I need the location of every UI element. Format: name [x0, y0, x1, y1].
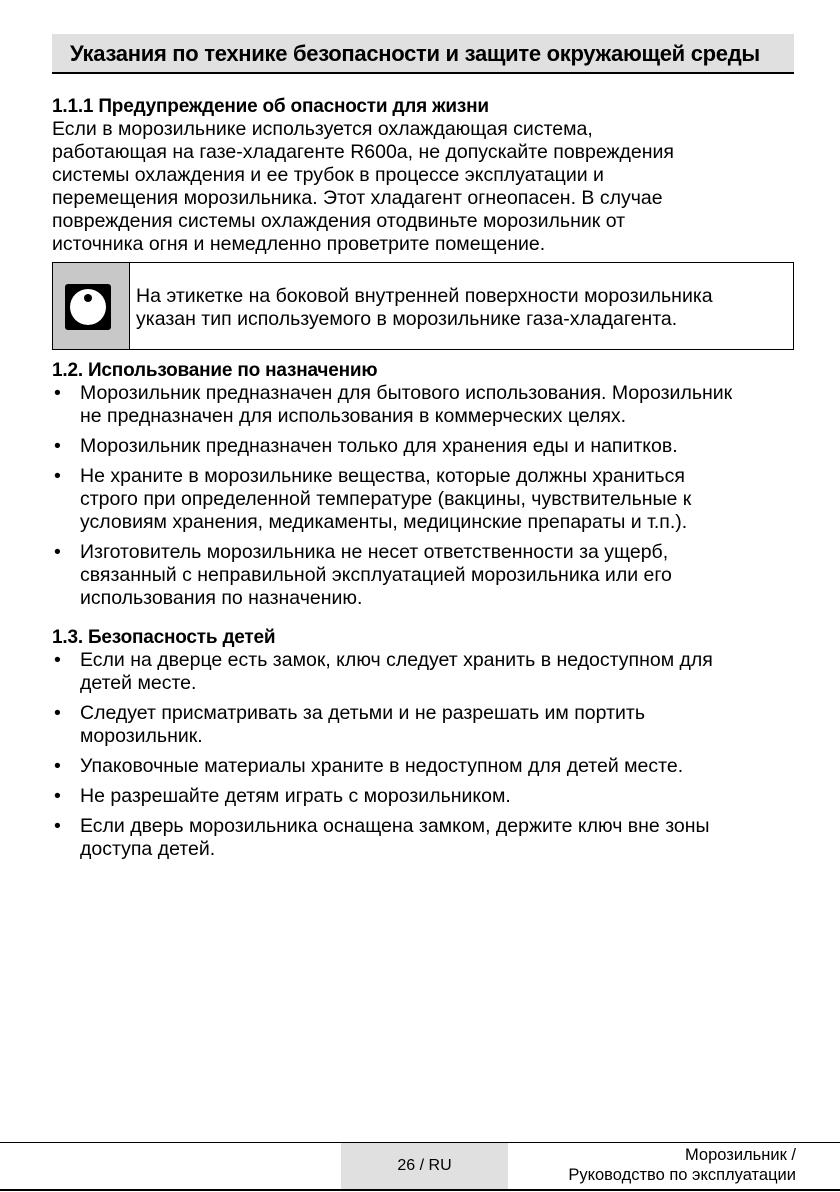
warning-paragraph	[52, 118, 794, 256]
bullet-icon: •	[54, 755, 61, 777]
list-item-line: Следует присматривать за детьми и не разрешать им портить	[80, 702, 645, 724]
main-content	[52, 96, 794, 868]
list-item-line: Изготовитель морозильника не несет ответственности за ущерб,	[80, 541, 669, 563]
footer-doc-line: Руководство по эксплуатации	[568, 1166, 796, 1184]
list-item	[52, 702, 794, 748]
page-number-box	[341, 1143, 508, 1189]
bullet-icon: •	[54, 702, 61, 724]
list-item	[52, 649, 794, 695]
list-item-line: условиям хранения, медикаменты, медицинские препараты и т.п.).	[80, 511, 688, 533]
list-item	[52, 382, 794, 428]
paragraph-line: системы охлаждения и ее трубок в процессе эксплуатации и	[52, 164, 604, 186]
list-item-line: не предназначен для использования в коммерческих целях.	[80, 405, 627, 427]
section-title-1-3: 1.3. Безопасность детей	[52, 627, 276, 648]
paragraph-line: повреждения системы охлаждения отодвиньте морозильник от	[52, 210, 626, 232]
list-item	[52, 465, 794, 534]
bullet-icon: •	[54, 541, 61, 563]
page-number: 26 / RU	[397, 1157, 452, 1174]
list-item-line: Морозильник предназначен только для хранения еды и напитков.	[80, 435, 678, 457]
list-item-line: морозильник.	[80, 725, 203, 747]
footer-doc-line: Морозильник /	[685, 1146, 796, 1164]
child-safety-bullet-list	[52, 649, 794, 861]
info-line: На этикетке на боковой внутренней поверхности морозильника	[136, 285, 713, 307]
list-item	[52, 541, 794, 610]
section-header-bar	[52, 34, 794, 74]
bullet-icon: •	[54, 435, 61, 457]
list-item-line: Не разрешайте детям играть с морозильником.	[80, 785, 511, 807]
list-item-line: детей месте.	[80, 672, 197, 694]
info-note-text	[136, 285, 796, 331]
list-item-line: Если на дверце есть замок, ключ следует хранить в недоступном для	[80, 649, 713, 671]
bullet-icon: •	[54, 465, 61, 487]
list-item	[52, 785, 794, 808]
bullet-icon: •	[54, 649, 61, 671]
list-item	[52, 815, 794, 861]
info-icon	[65, 284, 111, 330]
info-icon-cell	[53, 263, 130, 349]
list-item	[52, 755, 794, 778]
paragraph-line: источника огня и немедленно проветрите помещение.	[52, 233, 546, 255]
list-item-line: Упаковочные материалы храните в недоступном для детей месте.	[80, 755, 684, 777]
bullet-icon: •	[54, 382, 61, 404]
section-title-1-1-1: 1.1.1 Предупреждение об опасности для жизни	[52, 96, 489, 117]
bullet-icon: •	[54, 785, 61, 807]
paragraph-line: Если в морозильнике используется охлаждающая система,	[52, 118, 593, 140]
paragraph-line: перемещения морозильника. Этот хладагент огнеопасен. В случае	[52, 187, 663, 209]
list-item-line: использования по назначению.	[80, 587, 363, 609]
info-line: указан тип используемого в морозильнике газа-хладагента.	[136, 308, 678, 330]
bottom-divider	[0, 1189, 840, 1191]
info-note-box	[52, 262, 794, 350]
usage-bullet-list	[52, 382, 794, 610]
footer-doc-title	[568, 1145, 796, 1185]
list-item	[52, 435, 794, 458]
page-title: Указания по технике безопасности и защите окружающей среды	[70, 41, 760, 66]
list-item-line: Если дверь морозильника оснащена замком, держите ключ вне зоны	[80, 815, 710, 837]
list-item-line: доступа детей.	[80, 838, 216, 860]
section-title-1-2: 1.2. Использование по назначению	[52, 360, 378, 381]
list-item-line: связанный с неправильной эксплуатацией морозильника или его	[80, 564, 672, 586]
list-item-line: Не храните в морозильнике вещества, которые должны храниться	[80, 465, 685, 487]
list-item-line: строго при определенной температуре (вакцины, чувствительные к	[80, 488, 692, 510]
bullet-icon: •	[54, 815, 61, 837]
list-item-line: Морозильник предназначен для бытового использования. Морозильник	[80, 382, 733, 404]
paragraph-line: работающая на газе-хладагенте R600a, не допускайте повреждения	[52, 141, 674, 163]
